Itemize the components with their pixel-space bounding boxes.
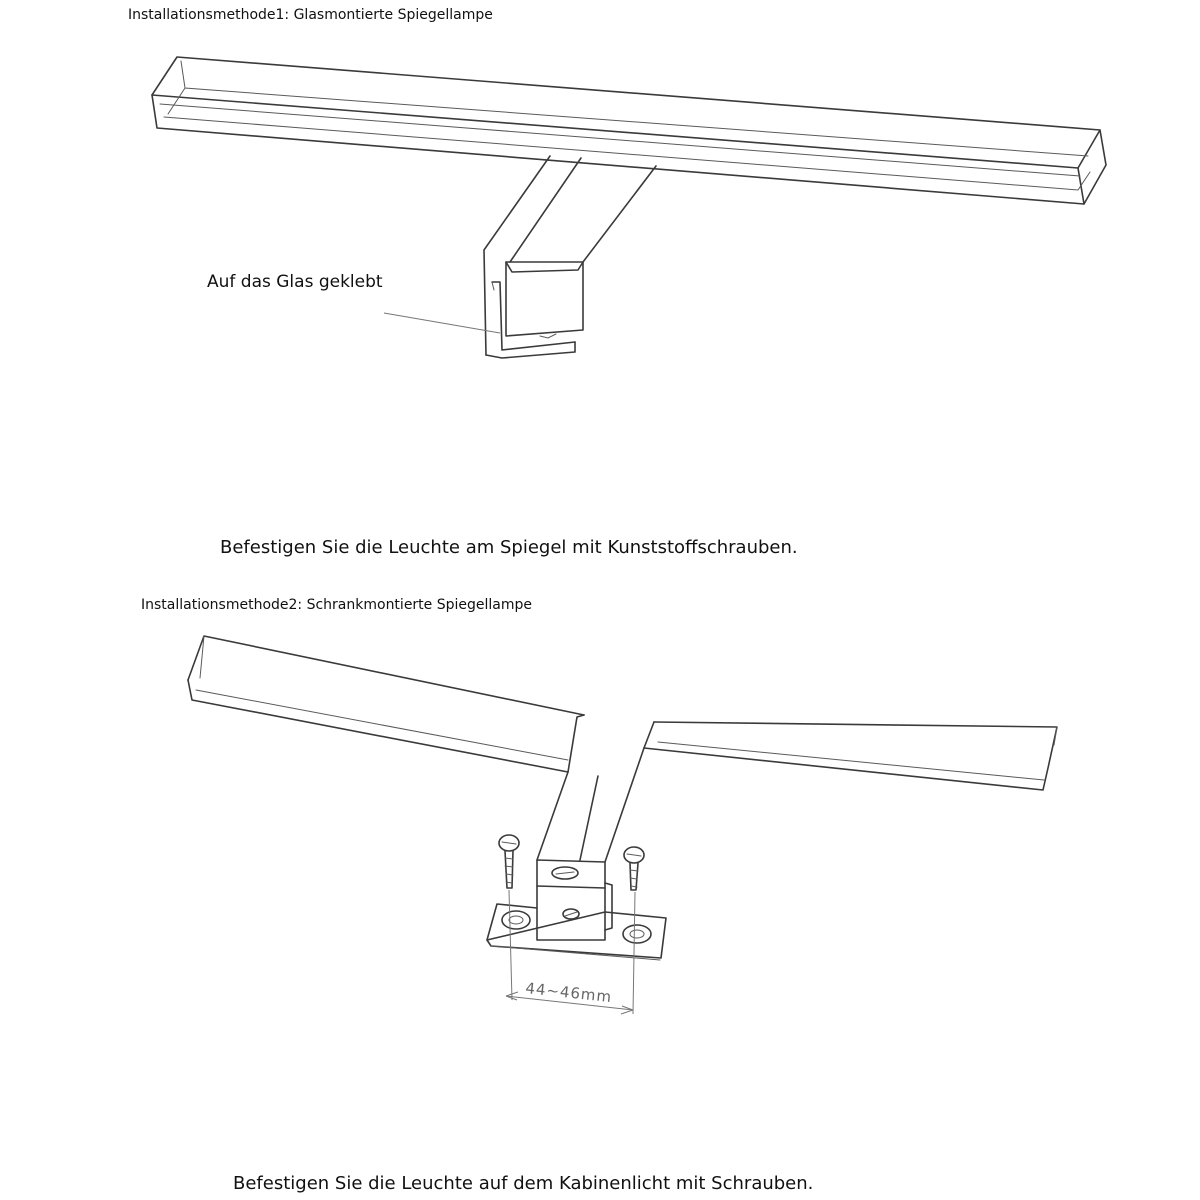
glass-mounted-lamp-drawing [152,57,1106,358]
method2-caption: Befestigen Sie die Leuchte auf dem Kabinenlicht mit Schrauben. [233,1173,814,1194]
method1-heading: Installationsmethode1: Glasmontierte Spiegellampe [128,7,493,23]
method1-caption: Befestigen Sie die Leuchte am Spiegel mit Kunststoffschrauben. [220,537,798,558]
method2-heading: Installationsmethode2: Schrankmontierte Spiegellampe [141,597,533,613]
cabinet-mounted-lamp-drawing [188,636,1057,1014]
callout-leader-line [384,313,500,333]
glued-on-glass-callout: Auf das Glas geklebt [207,272,383,292]
dimension-label: 44~46mm [524,979,613,1007]
